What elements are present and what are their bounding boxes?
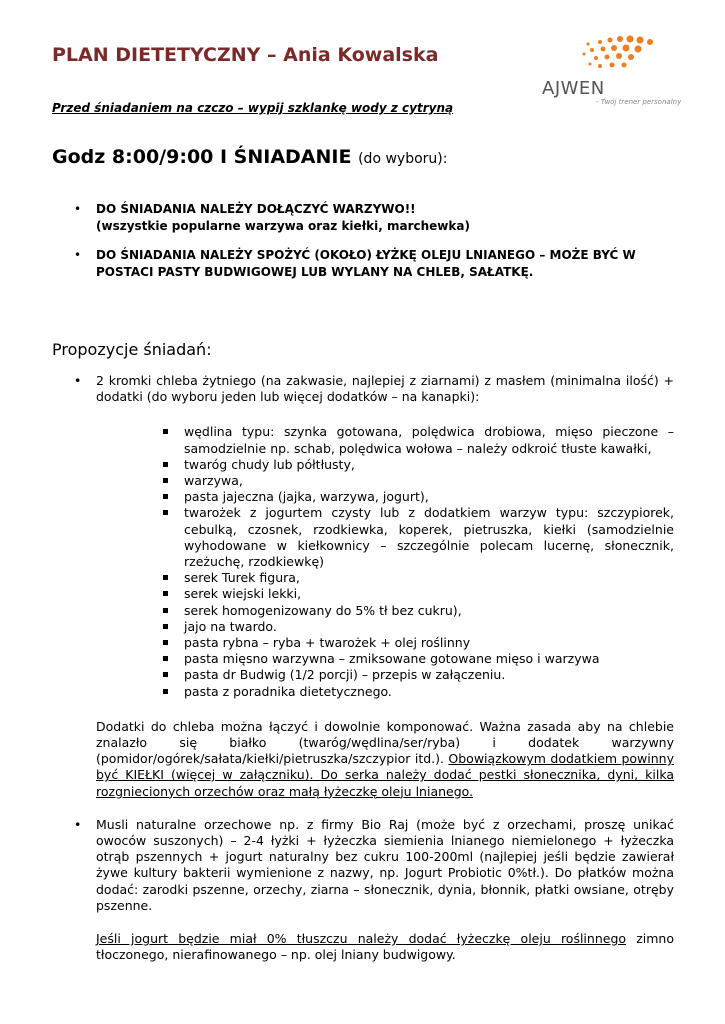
rule-line: • DO ŚNIADANIA NALEŻY DOŁĄCZYĆ WARZYWO!! <box>96 202 416 216</box>
logo-dot <box>601 47 606 52</box>
list-item: twarożek z jogurtem czysty lub z dodatkiem warzyw typu: szczypiorek, cebulką, czosnek, rzodkiewka, koperek, pietruszka, kiełki (samodzielnie wyhodowane w kiełkownicy – szczególnie polecam lucernę, słonecznik, rzeżuchę, rzodkiewkę) <box>162 505 674 570</box>
logo-dot <box>628 54 634 60</box>
breakfast-heading-main: Godz 8:00/9:00 I ŚNIADANIE <box>52 146 352 168</box>
logo-dot <box>587 43 590 46</box>
list-item: pasta dr Budwig (1/2 porcji) – przepis w załączeniu. <box>162 667 674 683</box>
logo-dot <box>637 37 644 44</box>
logo-dot <box>589 63 592 66</box>
list-item: serek Turek figura, <box>162 570 674 586</box>
option-text: • Musli naturalne orzechowe np. z firmy Bio Raj (może być z orzechami, proszę unikać owoców suszonych) – 2-4 łyżki + łyżeczka siemienia lnianego niemielonego + łyżeczka otrąb pszennych + jogurt naturalny bez cukru 100-200ml (najlepiej jeśli będzie zawierał żywe kultury bakterii wymienione z nazwy, np. Jogurt Probiotic 0%tł.). Do płatków można dodać: zarodki pszenne, orzechy, ziarna – słonecznik, dynia, błonnik, płatki owsiane, otręby pszenne. <box>96 816 674 913</box>
note-underlined: Jeśli jogurt będzie miał 0% tłuszczu należy dodać łyżeczkę oleju roślinnego <box>96 931 627 947</box>
logo-dot <box>647 39 653 45</box>
list-item: pasta z poradnika dietetycznego. <box>162 684 674 700</box>
list-item: pasta rybna – ryba + twarożek + olej roślinny <box>162 635 674 651</box>
list-item: jajo na twardo. <box>162 619 674 635</box>
logo-dot <box>583 53 586 56</box>
logo-dot <box>611 45 617 51</box>
option-intro: • 2 kromki chleba żytniego (na zakwasie, najlepiej z ziarnami) z masłem (minimalna ilość) + dodatki (do wyboru jeden lub więcej dodatków – na kanapki): <box>96 373 674 405</box>
logo-dot <box>622 63 627 68</box>
rule-line: • DO ŚNIADANIA NALEŻY SPOŻYĆ (OKOŁO) ŁYŻKĘ OLEJU LNIANEGO – MOŻE BYĆ W POSTACI PASTY BUDWIGOWEJ LUB WYLANY NA CHLEB, SAŁATKĘ. <box>96 248 636 279</box>
logo-dot <box>594 56 598 60</box>
note-underlined: Obowiązkowym dodatkiem powinny być KIEŁKI (więcej w załączniku). Do serka należy dodać pestki słonecznika, dyni, kilka rozgniecionych orzechów oraz małą łyżeczkę oleju lnianego. <box>96 751 674 799</box>
logo-dot <box>598 64 602 68</box>
logo-dot <box>610 63 615 68</box>
list-item: wędlina typu: szynka gotowana, polędwica drobiowa, mięso pieczone – samodzielnie np. schab, polędwica wołowa – należy odkroić tłuste kawałki, <box>162 424 674 456</box>
note-text: Dodatki do chleba można łączyć i dowolnie komponować. Ważna zasada aby na chlebie znalazło się białko (twaróg/wędlina/ser/ryba) i dodatek warzywny (pomidor/ogórek/sałata/kiełki/pietruszka/szczypior itd.). <box>96 718 674 767</box>
breakfast-rules-list <box>74 201 684 293</box>
sandwich-toppings-list <box>162 424 674 699</box>
option-note <box>96 719 674 800</box>
list-item: twaróg chudy lub półtłusty, <box>162 457 674 473</box>
rule-line: (wszystkie popularne warzywa oraz kiełki, marchewka) <box>96 219 470 233</box>
breakfast-option <box>74 373 674 817</box>
logo-dot <box>635 46 642 53</box>
option-note <box>96 931 674 963</box>
breakfast-option <box>74 817 674 964</box>
logo-dot <box>608 38 613 43</box>
logo-text: AJWEN <box>542 78 605 99</box>
list-item: pasta mięsno warzywna – zmiksowane gotowane mięso i warzywa <box>162 651 674 667</box>
logo-dot <box>590 48 594 52</box>
rule-item <box>74 247 684 281</box>
breakfast-heading-sub: (do wyboru): <box>358 151 448 167</box>
pre-breakfast-note: Przed śniadaniem na czczo – wypij szklankę wody z cytryną <box>52 101 454 115</box>
logo-dot <box>605 55 610 60</box>
logo-dot <box>616 53 622 59</box>
list-item: serek homogenizowany do 5% tł bez cukru), <box>162 603 674 619</box>
proposals-heading: Propozycje śniadań: <box>52 340 212 359</box>
logo-dot <box>623 45 630 52</box>
breakfast-heading <box>52 146 447 168</box>
page-title: PLAN DIETETYCZNY – Ania Kowalska <box>52 44 439 66</box>
logo-dots-icon <box>540 34 690 84</box>
logo-tagline: - Twój trener personalny <box>596 98 682 106</box>
breakfast-options-list <box>74 373 674 964</box>
logo-dot <box>598 40 602 44</box>
list-item: warzywa, <box>162 473 674 489</box>
ajwen-logo <box>540 34 690 110</box>
logo-dot <box>617 36 623 42</box>
list-item: pasta jajeczna (jajka, warzywa, jogurt), <box>162 489 674 505</box>
logo-dot <box>627 36 634 43</box>
list-item: serek wiejski lekki, <box>162 586 674 602</box>
rule-item <box>74 201 684 235</box>
note-text: zimno tłoczonego, nierafinowanego – np. olej lniany budwigowy. <box>96 931 674 963</box>
